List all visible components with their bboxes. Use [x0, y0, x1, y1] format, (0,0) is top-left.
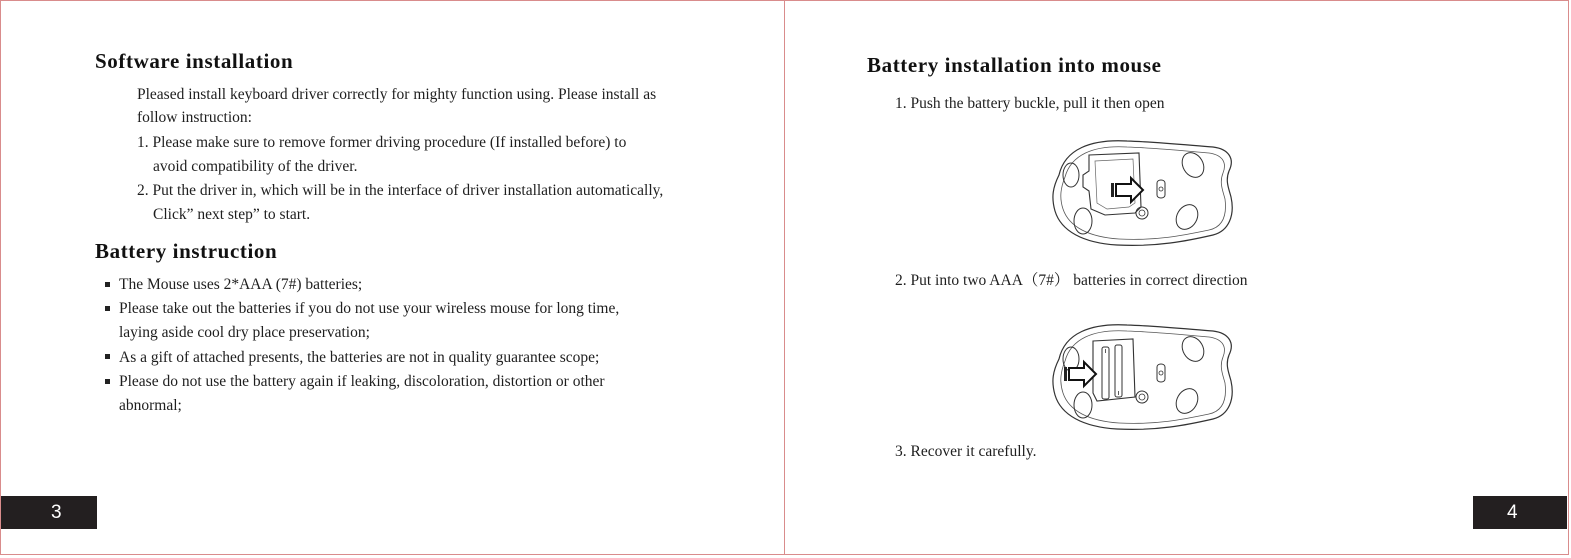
- software-step-1-line-1: 1. Please make sure to remove former driving procedure (If installed before) to: [137, 134, 627, 151]
- battery-instruction-heading: Battery instruction: [95, 239, 278, 263]
- right-page: [784, 0, 1569, 555]
- install-step-2: 2. Put into two AAA（7#） batteries in correct direction: [895, 272, 1248, 289]
- mouse-bottom-buckle-illustration: [1047, 135, 1237, 251]
- install-step-1: 1. Push the battery buckle, pull it then open: [895, 95, 1165, 112]
- page-number-3: 3: [1, 496, 97, 529]
- left-page: [0, 0, 785, 555]
- bullet-marker: [105, 354, 110, 359]
- software-intro-line-2: follow instruction:: [137, 109, 252, 126]
- battery-installation-heading: Battery installation into mouse: [867, 53, 1162, 77]
- software-installation-heading: Software installation: [95, 49, 294, 73]
- battery-item-1: The Mouse uses 2*AAA (7#) batteries;: [119, 276, 363, 293]
- software-intro-line-1: Pleased install keyboard driver correctly for mighty function using. Please install as: [137, 86, 657, 103]
- software-step-2-line-2: Click” next step” to start.: [153, 206, 311, 223]
- battery-item-4-line-2: abnormal;: [119, 397, 182, 414]
- battery-item-3: As a gift of attached presents, the batteries are not in quality guarantee scope;: [119, 349, 600, 366]
- mouse-bottom-batteries-illustration: [1047, 319, 1237, 435]
- battery-item-4-line-1: Please do not use the battery again if leaking, discoloration, distortion or other: [119, 373, 605, 390]
- battery-item-2-line-2: laying aside cool dry place preservation;: [119, 324, 370, 341]
- software-step-2-line-1: 2. Put the driver in, which will be in the interface of driver installation automatically,: [137, 182, 664, 199]
- bullet-marker: [105, 282, 110, 287]
- software-step-1-line-2: avoid compatibility of the driver.: [153, 158, 358, 175]
- page-number-4: 4: [1473, 496, 1567, 529]
- bullet-marker: [105, 379, 110, 384]
- bullet-marker: [105, 306, 110, 311]
- install-step-3: 3. Recover it carefully.: [895, 443, 1037, 460]
- battery-item-2-line-1: Please take out the batteries if you do not use your wireless mouse for long time,: [119, 300, 620, 317]
